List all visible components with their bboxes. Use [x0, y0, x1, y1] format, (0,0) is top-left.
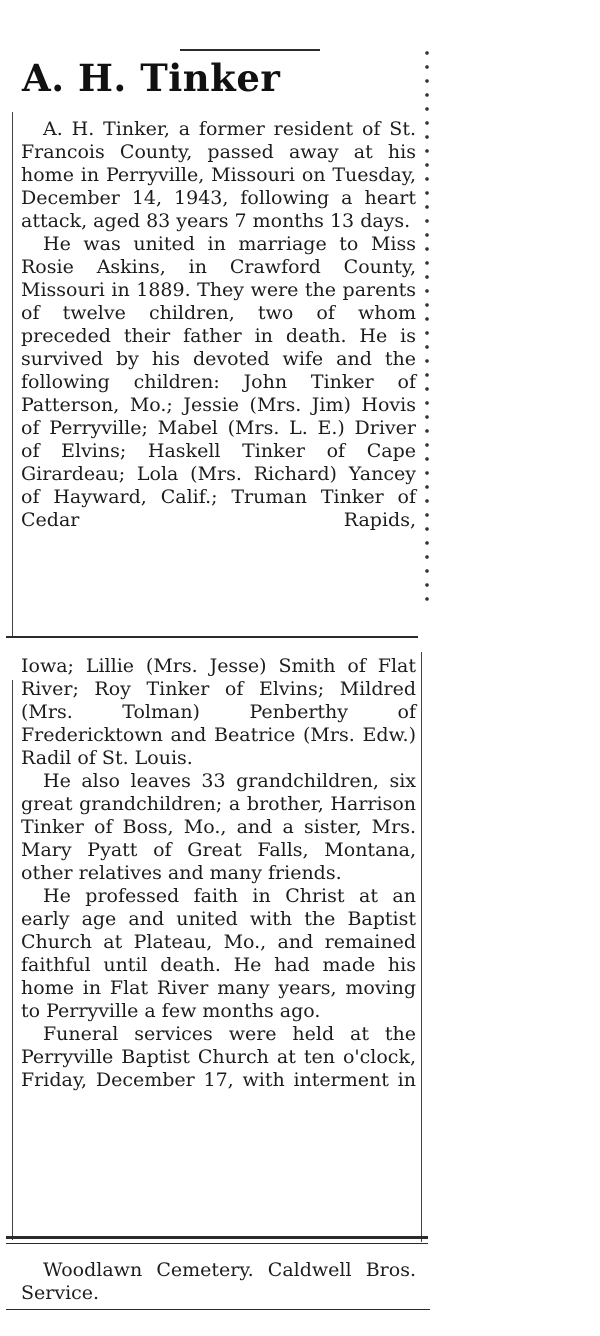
obituary-paragraph: Funeral services were held at the Perryville Baptist Church at ten o'clock, Friday, December 17, with interment in — [21, 1023, 416, 1091]
obituary-paragraph: He professed faith in Christ at an early age and united with the Baptist Church at Plateau, Mo., and remained faithful until death. He had made his home in Flat River many years, moving to Perryville a few months ago. — [21, 885, 416, 1022]
right-margin-line-2 — [421, 652, 422, 1242]
obituary-paragraph: He also leaves 33 grandchildren, six great grandchildren; a brother, Harrison Tinker of Boss, Mo., and a sister, Mrs. Mary Pyatt of Great Falls, Montana, other relatives and many friends. — [21, 770, 416, 884]
section-rule-thick — [6, 1236, 428, 1239]
obituary-column-3 — [21, 1259, 416, 1305]
left-margin-line — [12, 112, 13, 637]
obituary-paragraph: Woodlawn Cemetery. Caldwell Bros. Service. — [21, 1259, 416, 1304]
obituary-paragraph: He was united in marriage to Miss Rosie Askins, in Crawford County, Missouri in 1889. They were the parents of twelve children, two of whom preceded their father in death. He is survived by his devoted wife and the following children: John Tinker of Patterson, Mo.; Jessie (Mrs. Jim) Hovis of Perryville; Mabel (Mrs. L. E.) Driver of Elvins; Haskell Tinker of Cape Girardeau; Lola (Mrs. Richard) Yancey of Hayward, Calif.; Truman Tinker of Cedar Rapids, — [21, 233, 416, 531]
left-margin-line-2 — [12, 680, 13, 1240]
obituary-paragraph: A. H. Tinker, a former resident of St. Francois County, passed away at his home in Perryville, Missouri on Tuesday, December 14, 1943, following a heart attack, aged 83 years 7 months 13 days. — [21, 118, 416, 232]
bottom-rule — [6, 1309, 430, 1310]
obituary-column-1 — [21, 118, 416, 532]
obituary-paragraph: Iowa; Lillie (Mrs. Jesse) Smith of Flat River; Roy Tinker of Elvins; Mildred (Mrs. Tolman) Penberthy of Fredericktown and Beatrice (Mrs. Edw.) Radil of St. Louis. — [21, 655, 416, 769]
clipping-cut-line-1 — [6, 636, 418, 638]
dotted-border — [422, 46, 436, 606]
obituary-title: A. H. Tinker — [22, 56, 281, 100]
obituary-column-2 — [21, 655, 416, 1092]
top-rule — [180, 49, 320, 51]
section-rule-thin — [6, 1243, 428, 1244]
